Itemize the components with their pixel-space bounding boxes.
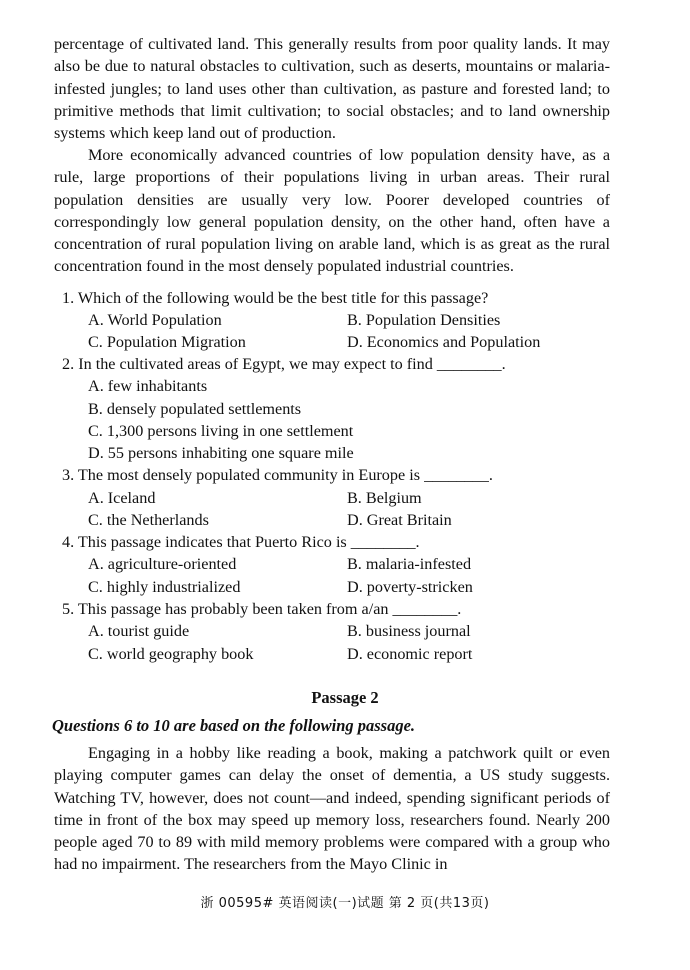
question-3-option-c: C. the Netherlands	[88, 511, 209, 529]
question-4-option-b: B. malaria-infested	[347, 555, 472, 573]
question-5-option-b: B. business journal	[347, 622, 471, 640]
question-5-option-c: C. world geography book	[88, 645, 254, 663]
question-1-option-b: B. Population Densities	[347, 311, 501, 329]
question-4-stem: 4. This passage indicates that Puerto Rico is ________.	[62, 533, 420, 551]
question-2-option-b: B. densely populated settlements	[88, 400, 302, 418]
question-2-option-c: C. 1,300 persons living in one settlement	[88, 422, 354, 440]
question-3-option-b: B. Belgium	[347, 489, 422, 507]
question-2-option-a: A. few inhabitants	[88, 377, 208, 395]
question-1-option-a: A. World Population	[88, 311, 222, 329]
question-3-option-d: D. Great Britain	[347, 511, 452, 529]
passage2-heading: Passage 2	[311, 688, 379, 707]
passage1-paragraph-2: More economically advanced countries of low population density have, as a rule, large proportions of their populations living in urban areas. Their rural population densities are usually very low. Poorer developed countries of correspondingly low general population density, on the other hand, often have a concentration of rural population living on arable land, which is as great as the rural concentration found in the most densely populated industrial countries.	[54, 146, 610, 276]
question-4-option-d: D. poverty-stricken	[347, 578, 473, 596]
passage1-paragraph-1: percentage of cultivated land. This generally results from poor quality lands. It may also be due to natural obstacles to cultivation, such as deserts, mountains or malaria-infested jungles; to land uses other than cultivation, as pasture and forested land; to primitive methods that limit cultivation; to social obstacles; and to land ownership systems which keep land out of production.	[54, 35, 610, 143]
question-1-stem: 1. Which of the following would be the best title for this passage?	[62, 289, 489, 307]
question-4-option-a: A. agriculture-oriented	[88, 555, 237, 573]
question-1-option-d: D. Economics and Population	[347, 333, 541, 351]
question-3-stem: 3. The most densely populated community in Europe is ________.	[62, 466, 493, 484]
question-2-stem: 2. In the cultivated areas of Egypt, we may expect to find ________.	[62, 355, 506, 373]
question-1-option-c: C. Population Migration	[88, 333, 246, 351]
question-5-option-d: D. economic report	[347, 645, 473, 663]
question-3-option-a: A. Iceland	[88, 489, 156, 507]
question-5-stem: 5. This passage has probably been taken from a/an ________.	[62, 600, 462, 618]
question-4-option-c: C. highly industrialized	[88, 578, 241, 596]
passage2-paragraph-1: Engaging in a hobby like reading a book, making a patchwork quilt or even playing computer games can delay the onset of dementia, a US study suggests. Watching TV, however, does not count—and indeed, spending significant periods of time in front of the box may speed up memory loss, researchers found. Nearly 200 people aged 70 to 89 with mild memory problems were compared with a group who had no impairment. The researchers from the Mayo Clinic in	[54, 744, 610, 874]
page-footer: 浙 00595# 英语阅读(一)试题 第 2 页(共13页)	[200, 896, 490, 911]
passage2-instruction: Questions 6 to 10 are based on the following passage.	[52, 716, 416, 735]
question-2-option-d: D. 55 persons inhabiting one square mile	[88, 444, 354, 462]
question-5-option-a: A. tourist guide	[88, 622, 190, 640]
